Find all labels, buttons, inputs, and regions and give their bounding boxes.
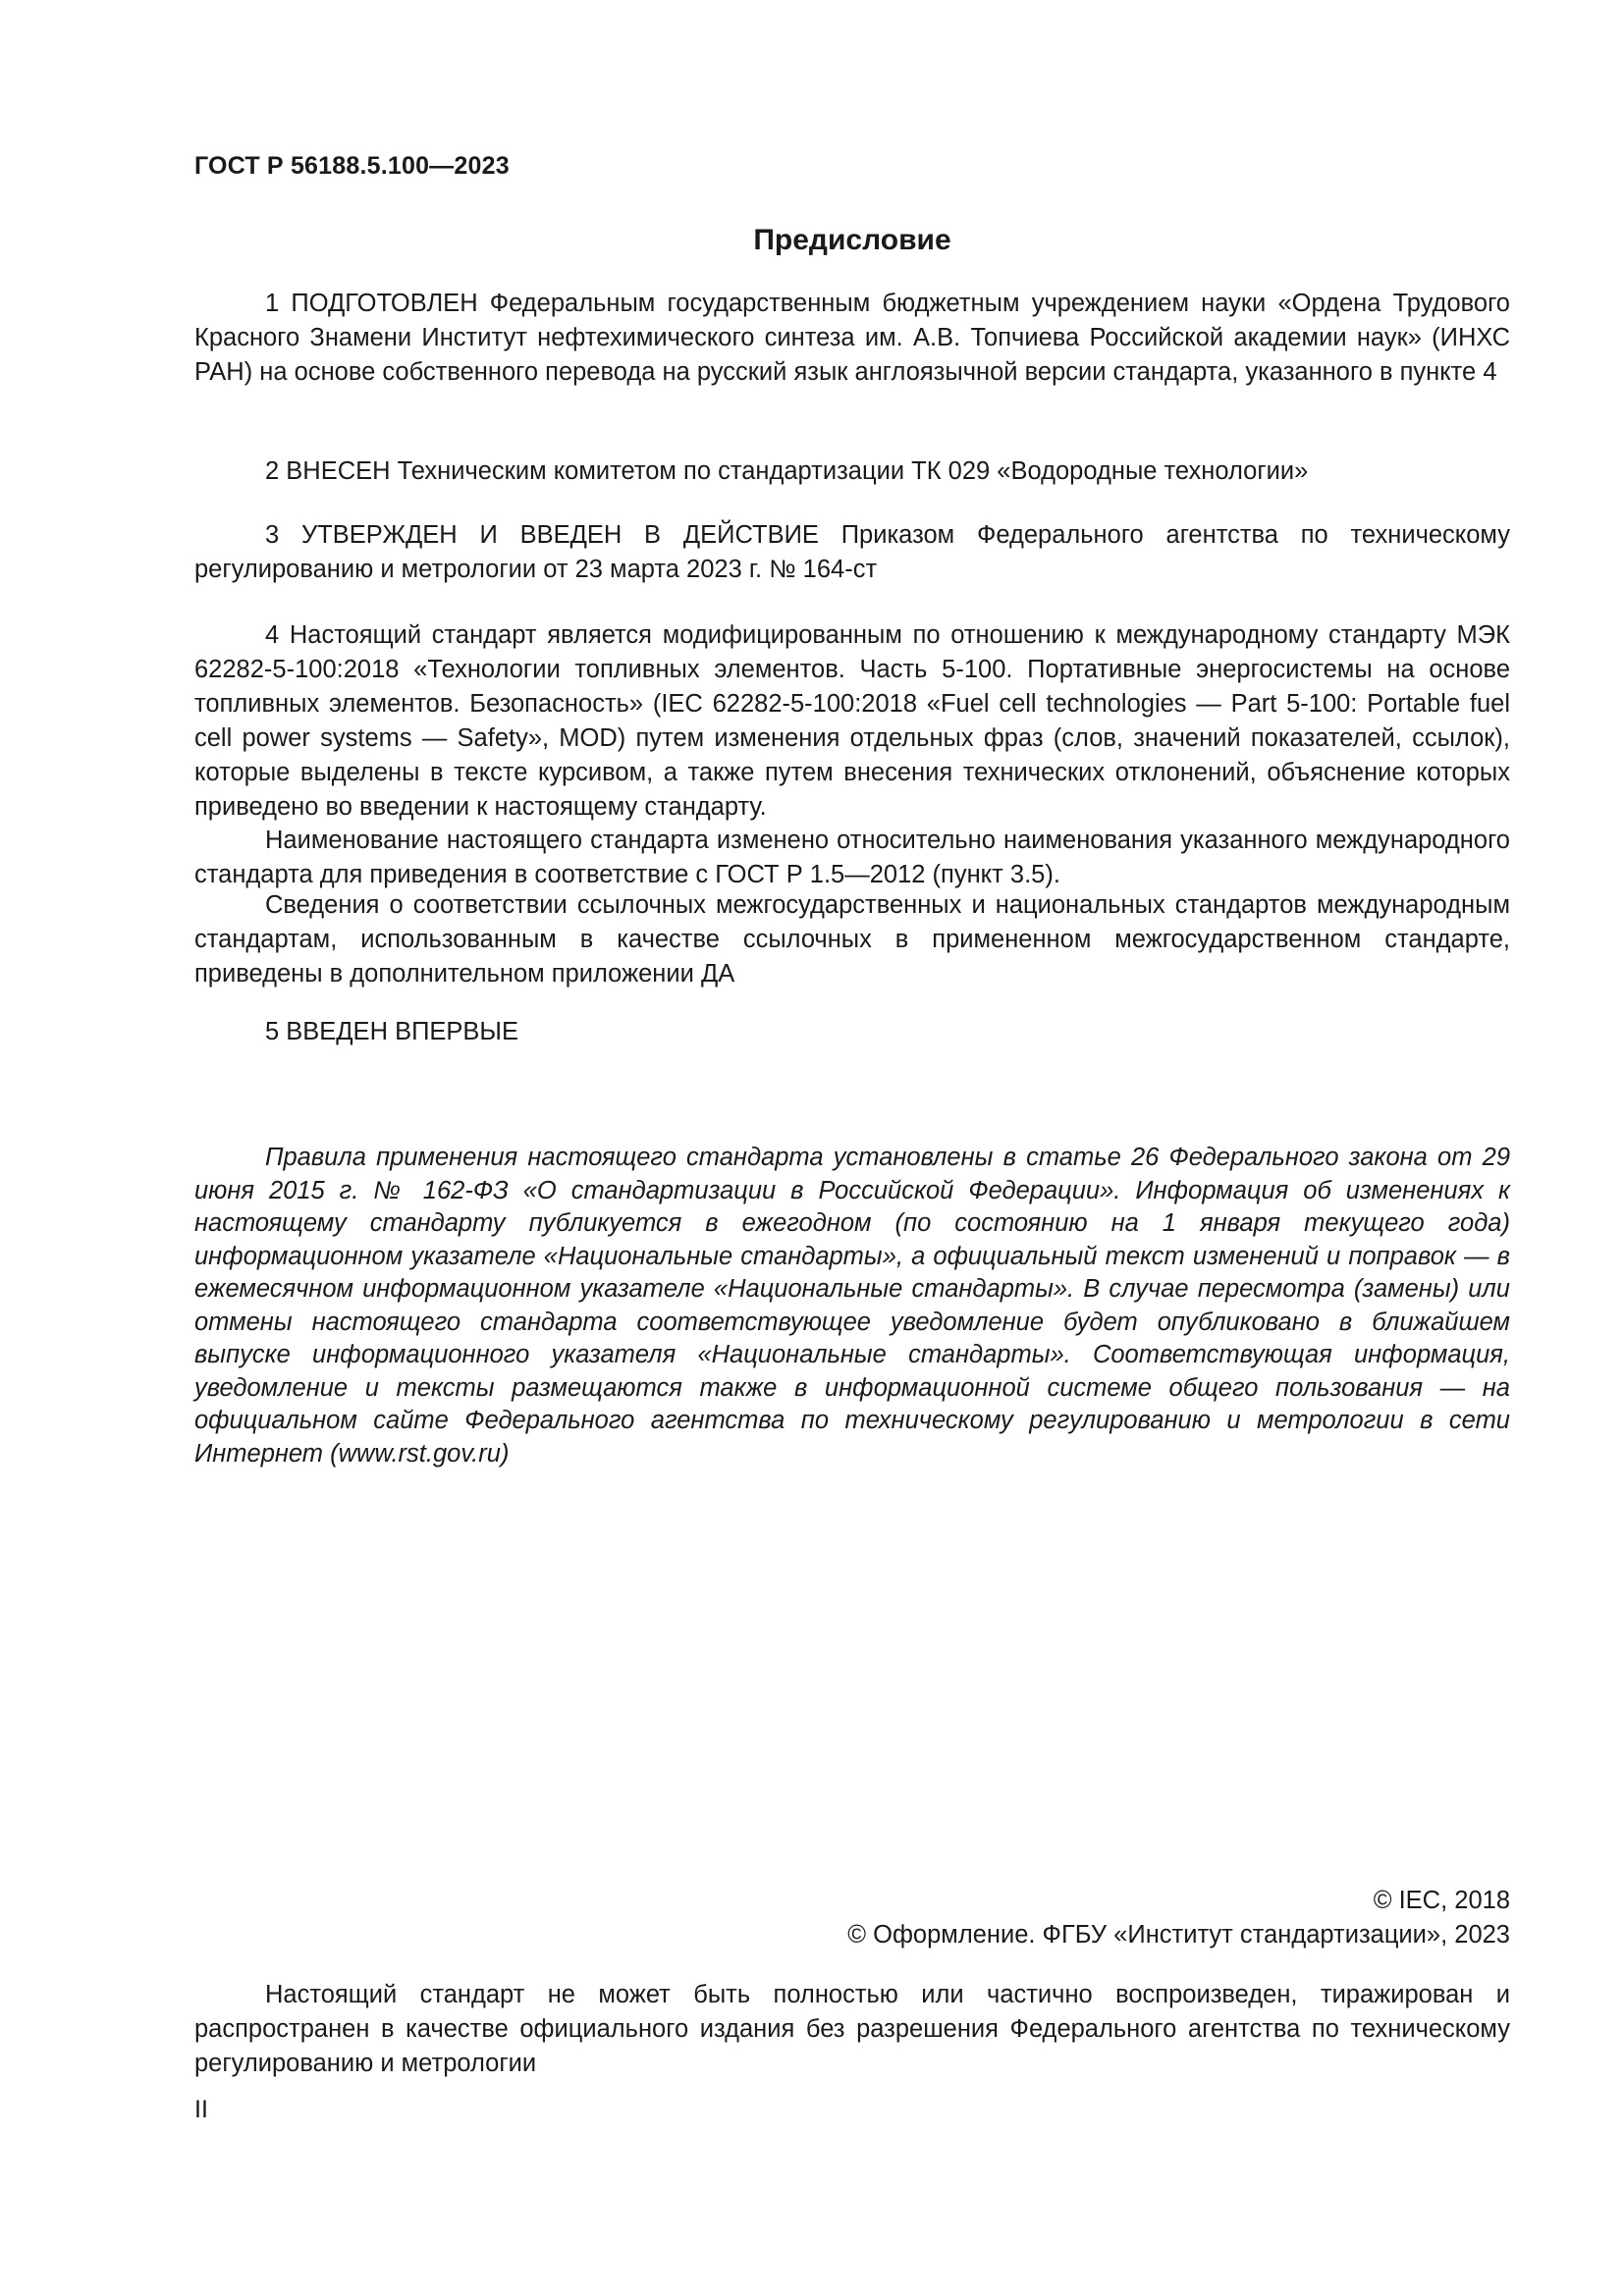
copyright-design: © Оформление. ФГБУ «Институт стандартизации», 2023	[847, 1921, 1510, 1949]
section-title: Предисловие	[753, 224, 951, 256]
item-2-submitted: 2 ВНЕСЕН Техническим комитетом по стандартизации ТК 029 «Водородные технологии»	[265, 457, 1309, 485]
item-3-approved: 3 УТВЕРЖДЕН И ВВЕДЕН В ДЕЙСТВИЕ Приказом Федерального агентства по техническому регулированию и метрологии от 23 марта 2023 г. № 164-ст	[194, 521, 1510, 583]
reproduction-notice: Настоящий стандарт не может быть полностью или частично воспроизведен, тиражирован и распространен в качестве официального издания без разрешения Федерального агентства по техническому регулированию и метрологии	[194, 1981, 1510, 2077]
page-number: II	[194, 2096, 208, 2123]
item-1-prepared: 1 ПОДГОТОВЛЕН Федеральным государственным бюджетным учреждением науки «Ордена Трудового Красного Знамени Институт нефтехимического синтеза им. А.В. Топчиева Российской академии наук» (ИНХС РАН) на основе собственного перевода на русский язык англоязычной версии стандарта, указанного в пункте 4	[194, 290, 1510, 386]
item-4-name-change: Наименование настоящего стандарта изменено относительно наименования указанного международного стандарта для приведения в соответствие с ГОСТ Р 1.5—2012 (пункт 3.5).	[194, 827, 1510, 888]
item-4-modification: 4 Настоящий стандарт является модифицированным по отношению к международному стандарту МЭК 62282-5-100:2018 «Технологии топливных элементов. Часть 5-100. Портативные энергосистемы на основе топливных элементов. Безопасность» (IEC 62282-5-100:2018 «Fuel cell technologies — Part 5-100: Portable fuel cell power systems — Safety», MOD) путем изменения отдельных фраз (слов, значений показателей, ссылок), которые выделены в тексте курсивом, а также путем внесения технических отклонений, объяснение которых приведено во введении к настоящему стандарту.	[194, 621, 1510, 821]
application-rules-note: Правила применения настоящего стандарта установлены в статье 26 Федерального закона от 29 июня 2015 г. № 162-ФЗ «О стандартизации в Российской Федерации». Информация об изменениях к настоящему стандарту публикуется в ежегодном (по состоянию на 1 января текущего года) информационном указателе «Национальные стандарты», а официальный текст изменений и поправок — в ежемесячном информационном указателе «Национальные стандарты». В случае пересмотра (замены) или отмены настоящего стандарта соответствующее уведомление будет опубликовано в ближайшем выпуске информационного указателя «Национальные стандарты». Соответствующая информация, уведомление и тексты размещаются также в информационной системе общего пользования — на официальном сайте Федерального агентства по техническому регулированию и метрологии в сети Интернет (www.rst.gov.ru)	[194, 1144, 1510, 1468]
item-4-references: Сведения о соответствии ссылочных межгосударственных и национальных стандартов международным стандартам, использованным в качестве ссылочных в примененном межгосударственном стандарте, приведены в дополнительном приложении ДА	[194, 891, 1510, 988]
document-code: ГОСТ Р 56188.5.100—2023	[194, 152, 510, 180]
item-5-first-introduced: 5 ВВЕДЕН ВПЕРВЫЕ	[265, 1018, 519, 1045]
copyright-iec: © IEC, 2018	[1373, 1887, 1510, 1914]
